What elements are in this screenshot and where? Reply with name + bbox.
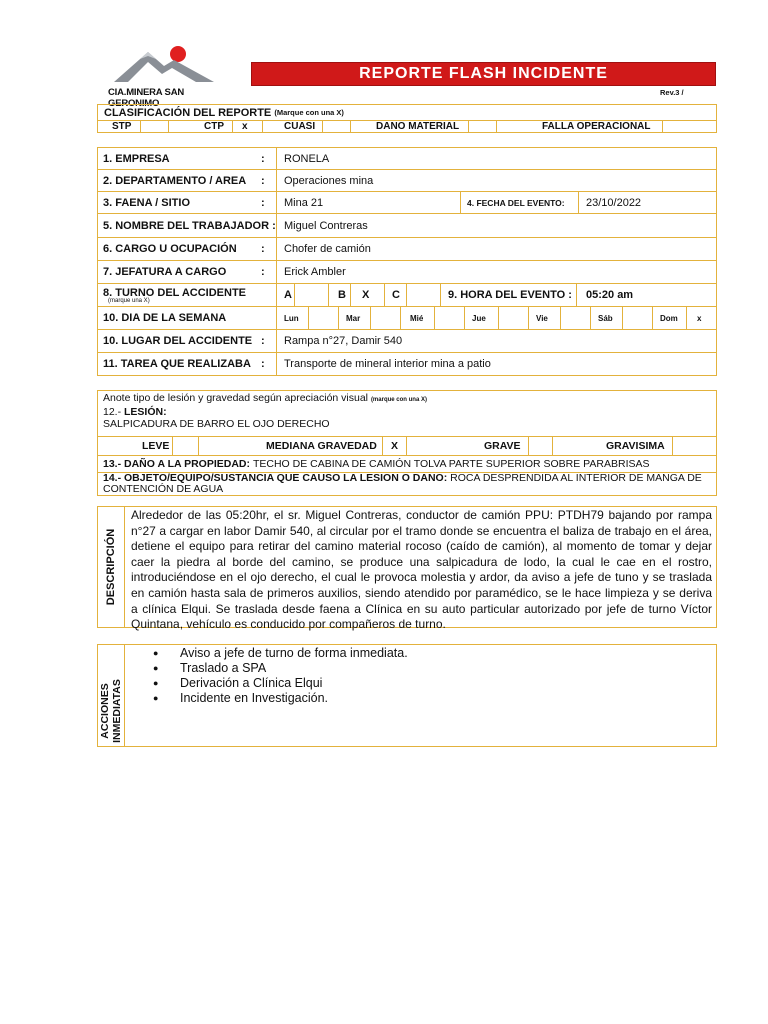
label-dia: 10. DIA DE LA SEMANA [103,312,227,324]
value-jefatura: Erick Ambler [284,266,346,278]
objeto-num: 14.- [103,472,122,484]
value-faena: Mina 21 [284,196,324,209]
dia-mie: Mié [410,313,424,323]
lesion-intro-note: (marque con una X) [370,397,427,403]
revision-label: Rev.3 / [660,88,684,97]
option-stp: STP [112,121,132,132]
label-tarea: 11. TAREA QUE REALIZABA [103,358,251,370]
label-turno: 8. TURNO DEL ACCIDENTE [103,287,247,299]
row-trabajador [97,213,717,238]
dia-dom: Dom [660,313,678,323]
list-item: ● Incidente en Investigación. [130,691,712,706]
descripcion-label: DESCRIPCIÓN [105,528,117,606]
dano-row [97,455,717,473]
lesion-value: SALPICADURA DE BARRO EL OJO DERECHO [103,418,330,430]
row-tarea [97,352,717,376]
turno-note: (marque una X) [108,298,150,304]
row-dia [97,306,717,330]
classification-note: (Marque con una X) [274,108,344,117]
lesion-block [97,390,717,437]
label-trabajador: 5. NOMBRE DEL TRABAJADOR : [103,219,276,232]
label-lugar: 10. LUGAR DEL ACCIDENTE [103,335,253,347]
label-empresa: 1. EMPRESA [103,152,170,165]
list-item: ● Derivación a Clínica Elqui [130,676,712,691]
company-name: CIA.MINERA SAN GERONIMO [108,87,185,109]
descripcion-block [97,506,717,632]
list-item: ● Aviso a jefe de turno de forma inmediata. [130,646,712,661]
option-cuasi: CUASI [284,121,316,132]
dia-vie: Vie [536,313,548,323]
colon: : [261,196,265,209]
company-logo [104,44,232,109]
row-jefatura [97,260,717,284]
value-tarea: Transporte de mineral interior mina a patio [284,358,491,370]
dano-label: DAÑO A LA PROPIEDAD: [124,458,251,470]
acciones-list [130,646,712,706]
value-empresa: RONELA [284,152,330,165]
label-fecha: 4. FECHA DEL EVENTO: [467,197,565,208]
title-text: REPORTE FLASH INCIDENTE [359,65,608,82]
option-dano-material: DANO MATERIAL [376,121,460,132]
dia-mar: Mar [346,313,361,323]
row-lugar [97,329,717,353]
turno-c: C [392,289,400,301]
label-hora: 9. HORA DEL EVENTO : [448,289,572,301]
dano-value: TECHO DE CABINA DE CAMIÓN TOLVA PARTE SUPERIOR SOBRE PARABRISAS [252,458,650,470]
label-departamento: 2. DEPARTAMENTO / AREA [103,174,247,187]
colon: : [261,174,265,187]
lesion-label: LESIÓN: [124,406,167,418]
option-ctp-mark: x [242,121,248,132]
value-lugar: Rampa n°27, Damir 540 [284,335,403,347]
severity-row [97,436,717,456]
dia-mark: x [697,313,702,323]
value-hora: 05:20 am [586,289,634,301]
severity-mediana-mark: X [391,440,399,452]
label-faena: 3. FAENA / SITIO [103,196,190,209]
acciones-label: ACCIONES INMEDIATAS [99,679,123,743]
mountain-logo-icon [104,44,232,84]
row-cargo [97,237,717,261]
lesion-intro: Anote tipo de lesión y gravedad según apreciación visual [103,392,369,404]
row-turno [97,283,717,307]
row-faena [97,191,717,214]
value-fecha: 23/10/2022 [586,196,642,209]
classification-options [97,120,717,133]
row-empresa [97,147,717,170]
dia-lun: Lun [284,313,299,323]
classification-heading: CLASIFICACIÓN DEL REPORTE [104,106,272,119]
objeto-value: ROCA DESPRENDIDA AL INTERIOR DE MANGA DE CONTENCIÓN DE AGUA [103,472,702,495]
turno-b-mark: X [362,289,370,301]
classification-header [97,104,717,121]
value-departamento: Operaciones mina [284,174,374,187]
value-trabajador: Miguel Contreras [284,219,368,232]
descripcion-text: Alrededor de las 05:20hr, el sr. Miguel Contreras, conductor de camión PPU: PTDH79 bajando por rampa n°27 a cargar en labor Damir 540, al circular por el tramo donde se encuentra el baliza de trabajo en el área, detiene el equipo para retirar del camino material rocoso (caído de camión), al momento de tomar y dejar caer la piedra al borde del camino, se produce una salpicadura de lodo, la cual le cae en el rostro, introduciéndose en el ojo derecho, el cual le provoca molestia y ardor, da aviso a jefe de tuno y se traslada en camión hasta sala de primeros auxilios, siendo atendido por paramédico, se le hace limpieza y se deriva a clínica Elqui. Se traslada desde faena a Clínica en su auto particular autorizado por jefe de turno Víctor Quintana, vehículo es conducido por compañeros de turno. [131,508,712,632]
row-departamento [97,169,717,192]
objeto-label: OBJETO/EQUIPO/SUSTANCIA QUE CAUSO LA LESION O DANO: [124,472,448,484]
dia-sab: Sáb [598,313,613,323]
turno-a: A [284,289,292,301]
value-cargo: Chofer de camión [284,243,371,255]
colon: : [261,358,265,370]
severity-leve: LEVE [142,440,170,452]
severity-grave: GRAVE [484,440,521,452]
acciones-block [97,644,717,747]
dia-jue: Jue [472,313,486,323]
option-falla-operacional: FALLA OPERACIONAL [542,121,651,132]
list-item: ● Traslado a SPA [130,661,712,676]
dano-num: 13.- [103,458,122,470]
turno-b: B [338,289,346,301]
severity-gravisima: GRAVISIMA [606,440,665,452]
colon: : [261,243,265,255]
colon: : [261,152,265,165]
option-ctp: CTP [204,121,224,132]
severity-mediana: MEDIANA GRAVEDAD [266,440,377,452]
colon: : [261,335,265,347]
label-cargo: 6. CARGO U OCUPACIÓN [103,243,237,255]
lesion-num: 12.- [103,406,122,418]
colon: : [261,266,265,278]
report-title [251,62,716,86]
objeto-row [97,472,717,496]
label-jefatura: 7. JEFATURA A CARGO [103,266,227,278]
